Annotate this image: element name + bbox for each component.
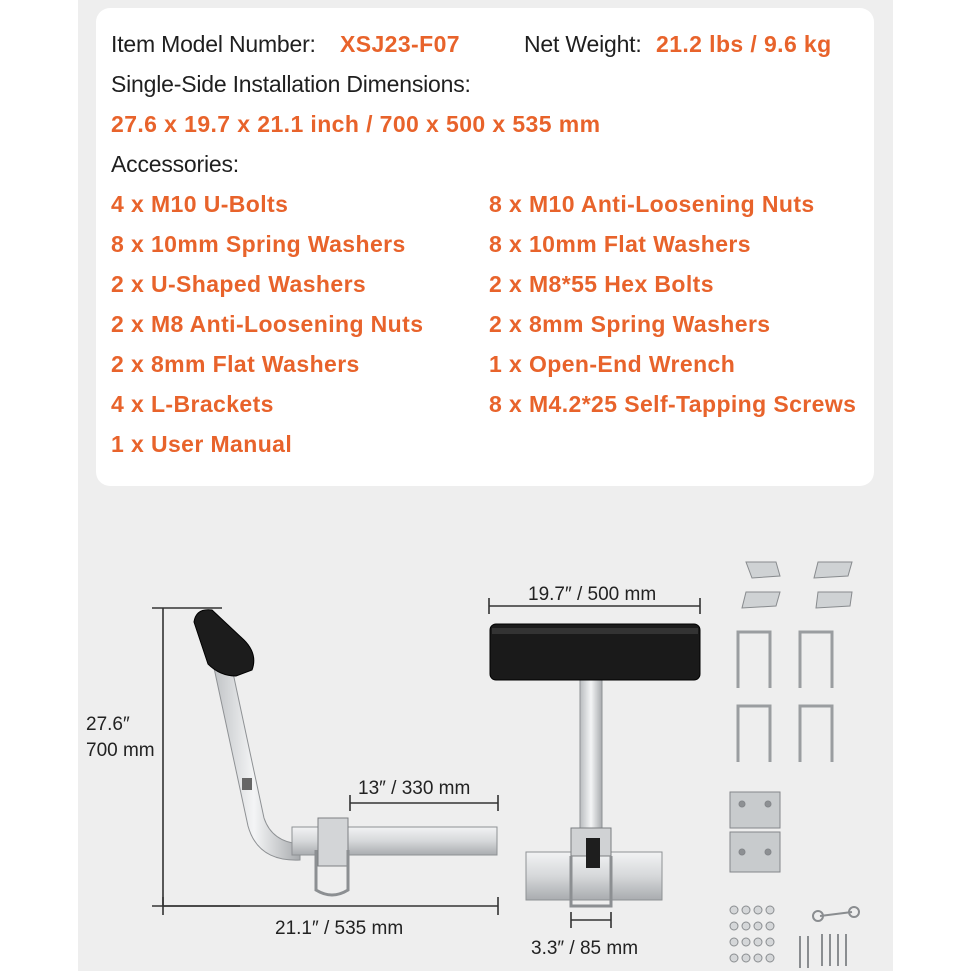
arm-length-label: 13″ / 330 mm <box>358 778 471 799</box>
clamp-width-label: 3.3″ / 85 mm <box>531 938 639 959</box>
accessory-item: 8 x M10 Anti-Loosening Nuts <box>489 191 815 217</box>
u-bolts-illustration <box>738 632 832 762</box>
side-view-bunk <box>194 610 497 895</box>
length-label: 21.1″ / 535 mm <box>275 918 404 939</box>
dims-label: Single-Side Installation Dimensions: <box>111 71 471 97</box>
height-inch-label: 27.6″ <box>86 714 130 735</box>
height-mm-label: 700 mm <box>86 740 155 761</box>
accessory-item: 4 x M10 U-Bolts <box>111 191 289 217</box>
model-value: XSJ23-F07 <box>340 31 460 57</box>
accessory-item: 2 x 8mm Spring Washers <box>489 311 771 337</box>
accessory-item: 2 x 8mm Flat Washers <box>111 351 360 377</box>
side-view-dimensions <box>152 608 498 915</box>
front-view-bunk <box>490 624 700 906</box>
washers-nuts-illustration <box>730 906 774 962</box>
accessory-parts-illustration <box>742 562 852 608</box>
accessory-item: 8 x 10mm Flat Washers <box>489 231 751 257</box>
accessory-item: 2 x M8 Anti-Loosening Nuts <box>111 311 424 337</box>
l-brackets-illustration <box>730 792 780 872</box>
wrench-and-screws-illustration <box>800 907 859 968</box>
weight-value: 21.2 lbs / 9.6 kg <box>656 31 832 57</box>
accessory-item: 1 x Open-End Wrench <box>489 351 736 377</box>
accessory-item: 2 x U-Shaped Washers <box>111 271 367 297</box>
weight-label: Net Weight: <box>524 31 642 57</box>
accessory-item: 8 x M4.2*25 Self-Tapping Screws <box>489 391 857 417</box>
accessories-label: Accessories: <box>111 151 239 177</box>
accessory-item: 2 x M8*55 Hex Bolts <box>489 271 714 297</box>
dims-value: 27.6 x 19.7 x 21.1 inch / 700 x 500 x 535 mm <box>111 111 601 137</box>
model-label: Item Model Number: <box>111 31 316 57</box>
width-label: 19.7″ / 500 mm <box>528 584 657 605</box>
accessory-item: 1 x User Manual <box>111 431 293 457</box>
accessory-item: 8 x 10mm Spring Washers <box>111 231 406 257</box>
accessory-item: 4 x L-Brackets <box>111 391 274 417</box>
